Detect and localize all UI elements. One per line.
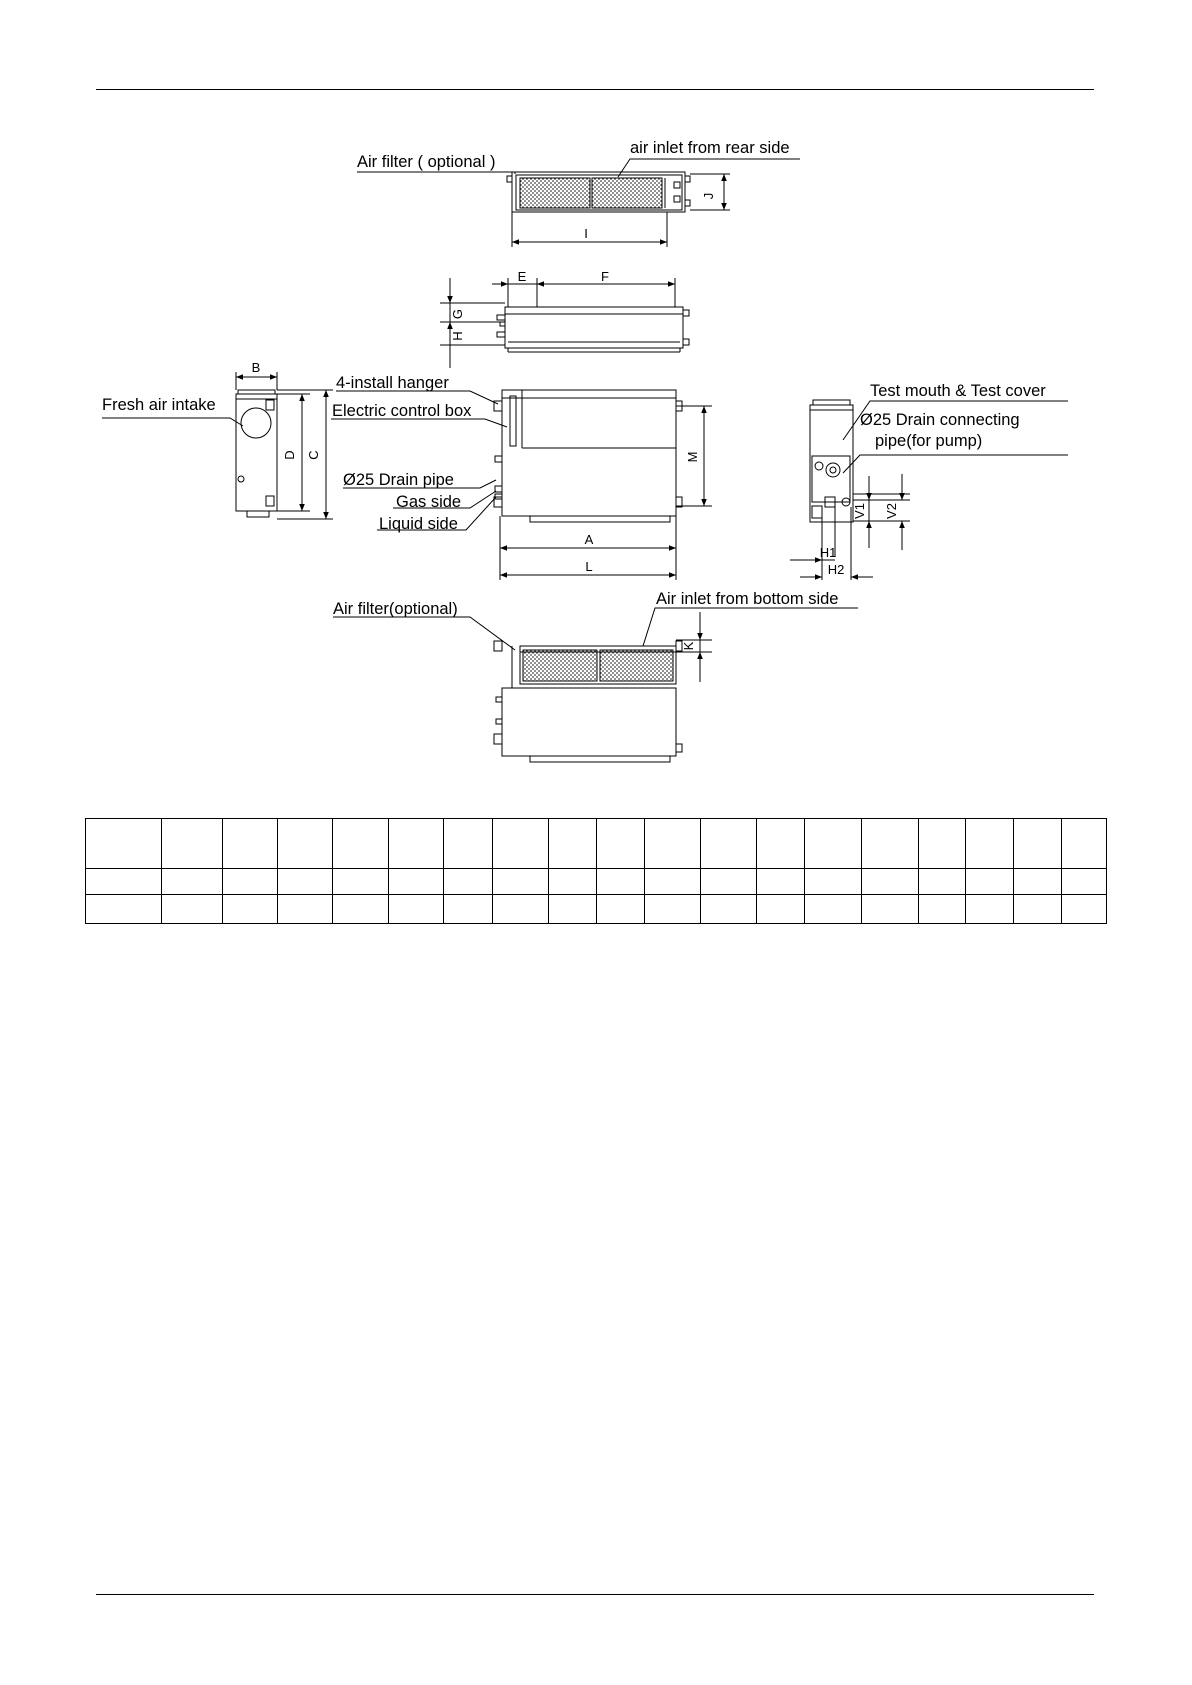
- label-electric-control-box: Electric control box: [332, 402, 472, 420]
- dim-I: I: [584, 226, 588, 241]
- table-cell: [278, 819, 333, 869]
- label-air-inlet-rear: air inlet from rear side: [630, 139, 790, 157]
- table-cell: [862, 895, 919, 924]
- table-cell: [86, 819, 162, 869]
- dim-G: G: [450, 308, 465, 320]
- label-air-filter-optional-bottom: Air filter(optional): [333, 600, 458, 618]
- table-cell: [597, 819, 645, 869]
- table-cell: [549, 895, 597, 924]
- table-cell: [701, 895, 757, 924]
- footer-rule: [96, 1594, 1094, 1595]
- table-cell: [862, 819, 919, 869]
- dim-V2: V2: [884, 503, 899, 519]
- label-liquid-side: Liquid side: [379, 515, 458, 533]
- unit-dimension-drawing: [0, 0, 1192, 800]
- table-cell: [966, 869, 1014, 895]
- table-cell: [757, 895, 805, 924]
- table-cell: [757, 869, 805, 895]
- table-cell: [805, 819, 862, 869]
- dim-B: B: [251, 360, 261, 375]
- table-cell: [919, 869, 966, 895]
- table-cell: [223, 869, 278, 895]
- table-cell: [1014, 895, 1062, 924]
- table-cell: [162, 819, 223, 869]
- label-drain-pipe: Ø25 Drain pipe: [343, 471, 454, 489]
- table-cell: [493, 819, 549, 869]
- callout-labels: [102, 139, 1046, 618]
- table-cell: [757, 819, 805, 869]
- left-end-view: [102, 372, 333, 519]
- dim-F: F: [601, 269, 609, 284]
- table-cell: [1062, 895, 1107, 924]
- table-cell: [805, 869, 862, 895]
- dim-H2: H2: [827, 562, 845, 577]
- label-gas-side: Gas side: [396, 493, 462, 511]
- table-cell: [701, 869, 757, 895]
- dim-D: D: [282, 450, 297, 460]
- table-cell: [444, 895, 493, 924]
- table-cell: [919, 819, 966, 869]
- table-cell: [162, 895, 223, 924]
- bottom-filter-grille-right: [600, 650, 673, 681]
- table-cell: [1062, 819, 1107, 869]
- table-cell: [333, 819, 389, 869]
- table-cell: [444, 819, 493, 869]
- table-cell: [86, 895, 162, 924]
- table-cell: [493, 869, 549, 895]
- filter-grille-left: [520, 178, 590, 208]
- table-cell: [86, 869, 162, 895]
- filter-grille-right: [592, 178, 662, 208]
- label-test-mouth: Test mouth & Test cover: [870, 382, 1046, 400]
- table-cell: [597, 895, 645, 924]
- table-cell: [597, 869, 645, 895]
- rear-view: [357, 159, 800, 247]
- dim-L: L: [585, 559, 593, 574]
- table-cell: [862, 869, 919, 895]
- table-cell: [1062, 869, 1107, 895]
- table-cell: [1014, 819, 1062, 869]
- table-cell: [805, 895, 862, 924]
- table-cell: [389, 895, 444, 924]
- table-cell: [1014, 869, 1062, 895]
- dim-E: E: [517, 269, 527, 284]
- table-cell: [333, 895, 389, 924]
- table-cell: [278, 869, 333, 895]
- label-air-inlet-bottom: Air inlet from bottom side: [656, 590, 839, 608]
- dim-J: J: [701, 192, 716, 200]
- table-row: [86, 895, 1107, 924]
- table-cell: [278, 895, 333, 924]
- table-cell: [549, 869, 597, 895]
- table-row: [86, 869, 1107, 895]
- dim-H: H: [450, 331, 465, 341]
- dim-A: A: [584, 532, 594, 547]
- table-cell: [444, 869, 493, 895]
- label-air-filter-optional-top: Air filter ( optional ): [357, 153, 496, 171]
- table-cell: [549, 819, 597, 869]
- table-cell: [389, 819, 444, 869]
- dim-H1: H1: [819, 545, 837, 560]
- table-cell: [223, 895, 278, 924]
- table-cell: [919, 895, 966, 924]
- side-view: [440, 278, 689, 368]
- fresh-air-intake-circle: [241, 408, 271, 438]
- label-drain-connecting-line1: Ø25 Drain connecting: [860, 411, 1020, 429]
- dim-M: M: [685, 451, 700, 463]
- label-drain-connecting-line2: pipe(for pump): [875, 432, 983, 450]
- table-cell: [645, 819, 701, 869]
- table-cell: [966, 895, 1014, 924]
- table-cell: [333, 869, 389, 895]
- dim-C: C: [306, 450, 321, 460]
- dimension-table: [85, 818, 1106, 923]
- table-cell: [162, 869, 223, 895]
- bottom-view: [333, 608, 858, 762]
- dim-K: K: [681, 641, 696, 651]
- table-cell: [645, 895, 701, 924]
- dimension-table-grid: [85, 818, 1107, 924]
- table-cell: [645, 869, 701, 895]
- table-cell: [223, 819, 278, 869]
- label-fresh-air-intake: Fresh air intake: [102, 396, 216, 414]
- label-four-install-hanger: 4-install hanger: [336, 374, 449, 392]
- table-cell: [966, 819, 1014, 869]
- table-row: [86, 819, 1107, 869]
- table-cell: [389, 869, 444, 895]
- table-cell: [701, 819, 757, 869]
- drain-connecting-pipe-circle: [826, 463, 840, 477]
- table-cell: [493, 895, 549, 924]
- dimension-letters: [252, 193, 899, 651]
- dim-V1: V1: [852, 503, 867, 519]
- bottom-filter-grille-left: [523, 650, 597, 681]
